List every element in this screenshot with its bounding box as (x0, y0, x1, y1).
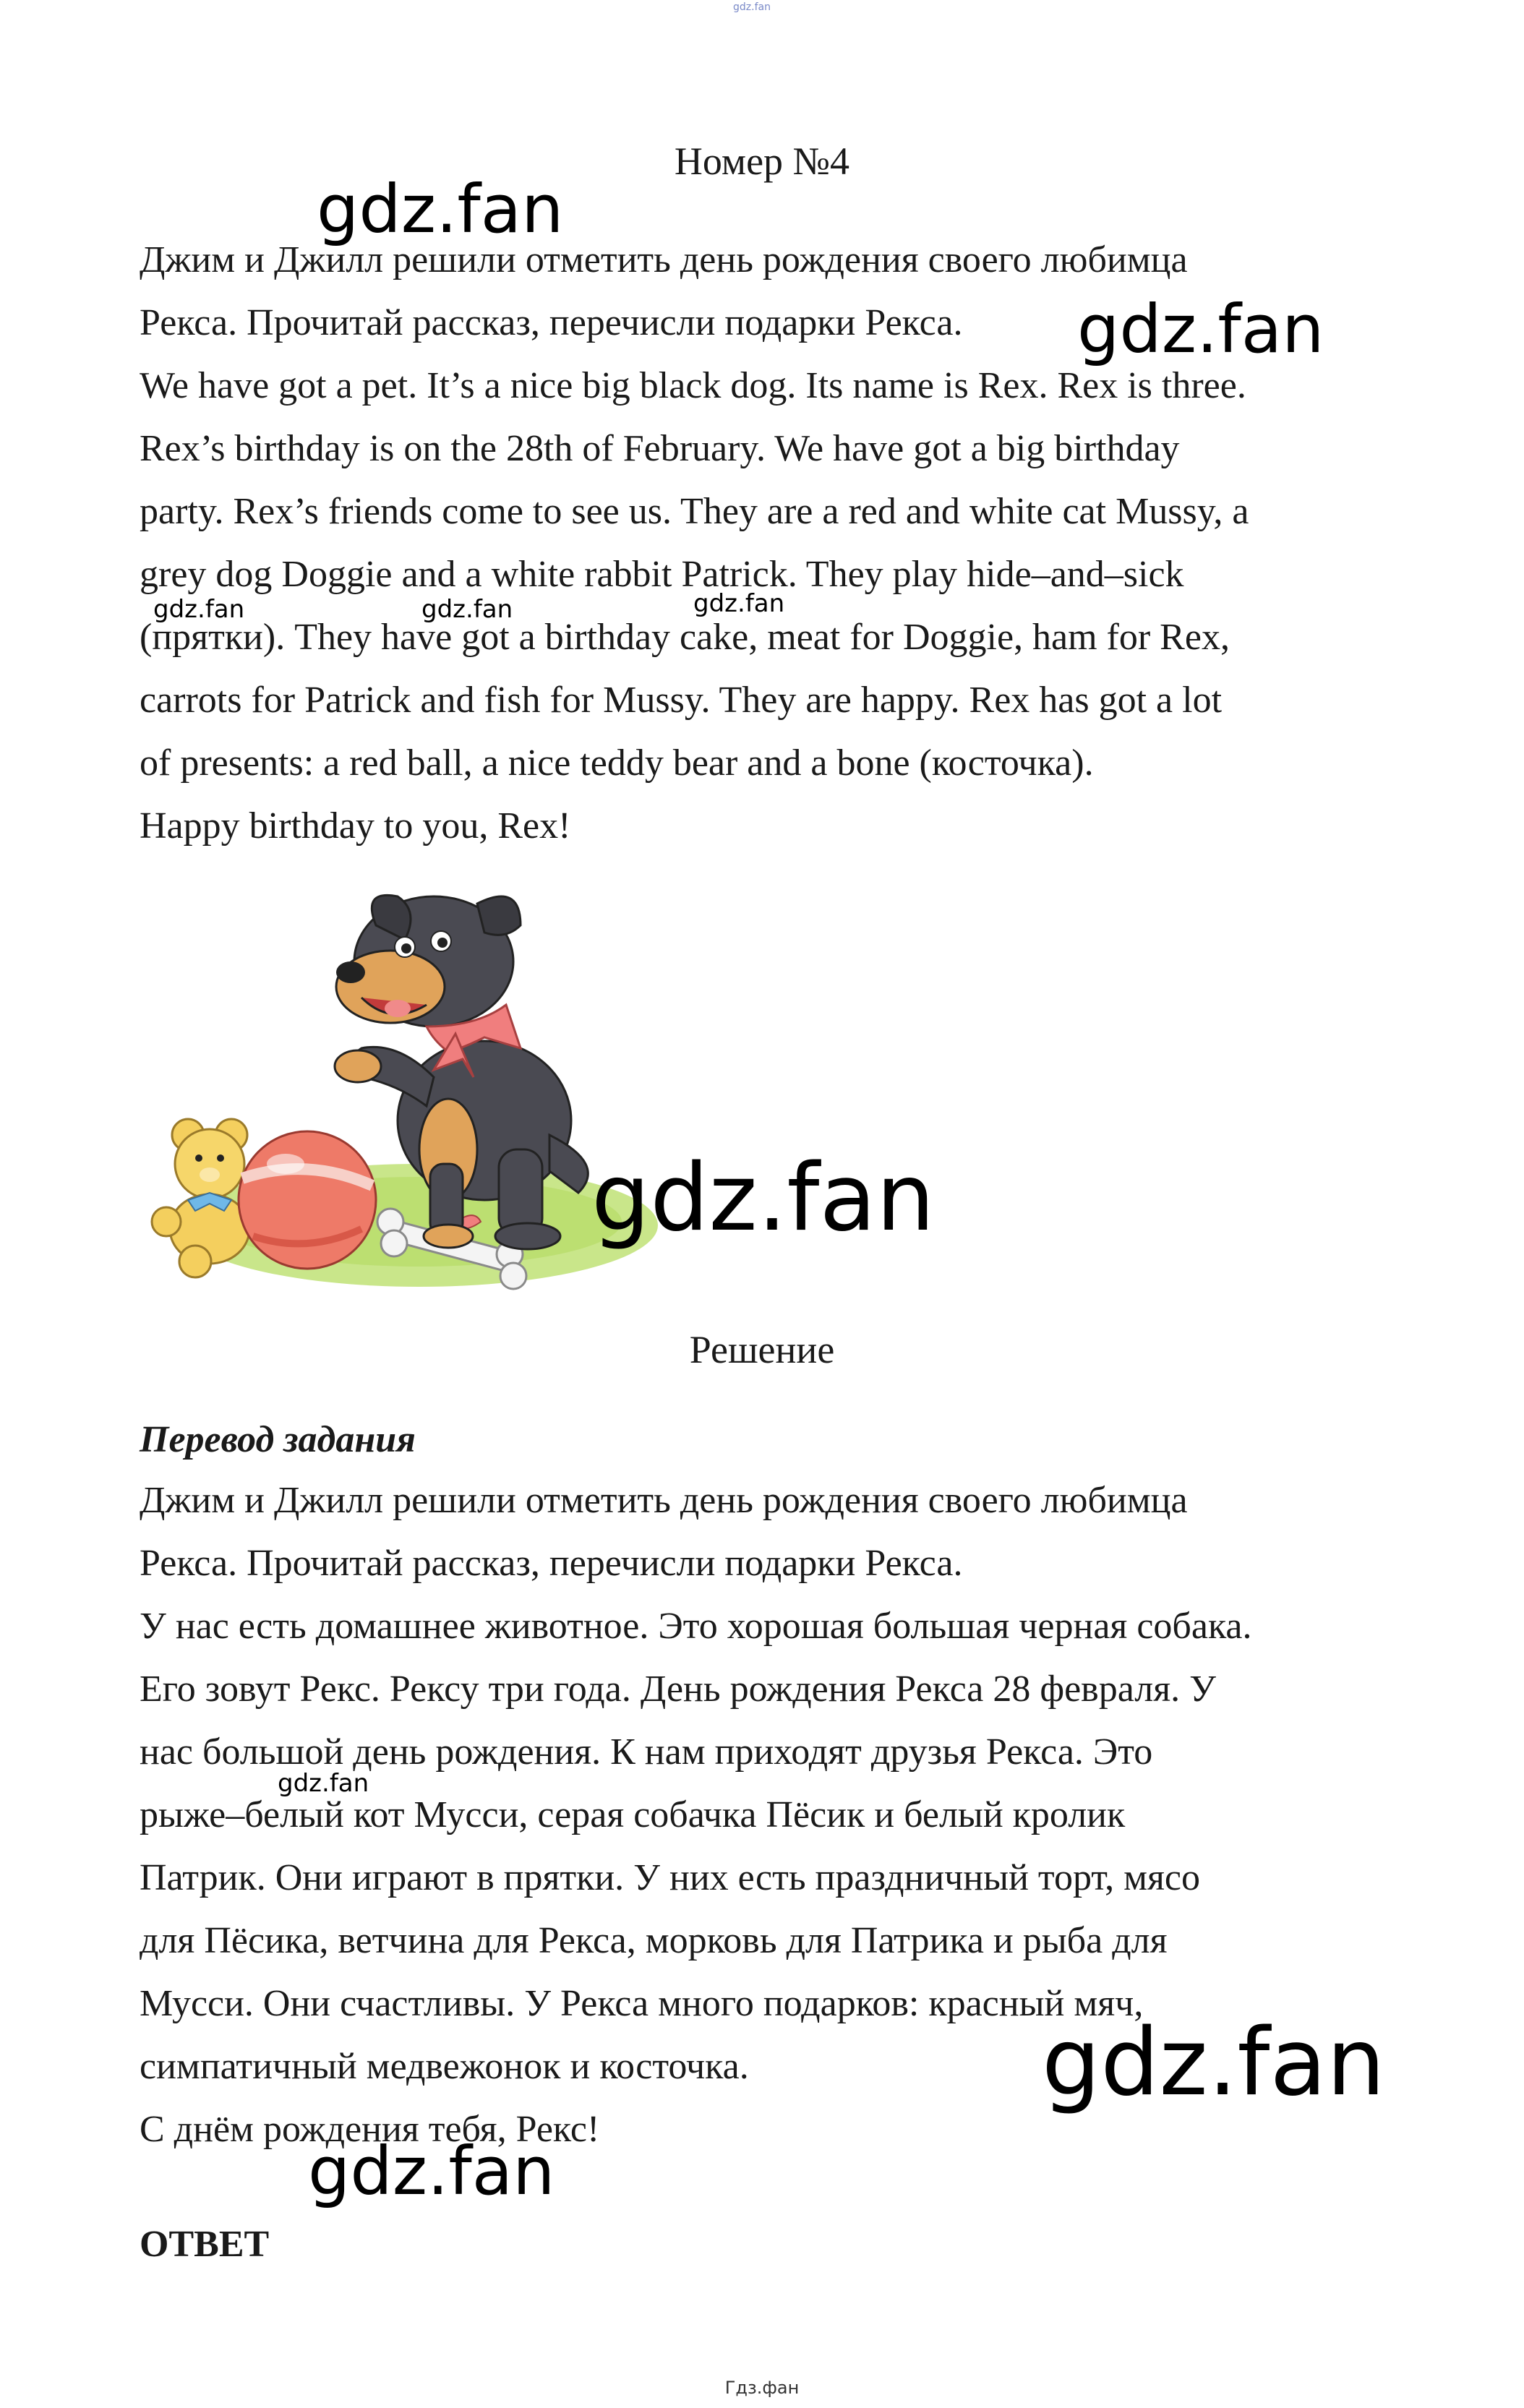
text-line: симпатичный медвежонок и косточка. (140, 2046, 749, 2087)
watermark: gdz.fan (1042, 2009, 1385, 2117)
text-line: of presents: a red ball, a nice teddy bear and a bone (косточка). (140, 742, 1094, 784)
red-ball (239, 1131, 376, 1269)
text-line: У нас есть домашнее животное. Это хорошая большая черная собака. (140, 1606, 1252, 1647)
watermark: gdz.fan (421, 595, 513, 624)
text-line: (прятки). They have got a birthday cake, meat for Doggie, ham for Rex, (140, 617, 1230, 658)
text-line: рыже–белый кот Мусси, серая собачка Пёсик и белый кролик (140, 1794, 1126, 1835)
text-line: Патрик. Они играют в прятки. У них есть праздничный торт, мясо (140, 1857, 1200, 1898)
watermark: gdz.fan (1077, 291, 1324, 368)
watermark: gdz.fan (153, 595, 245, 624)
text-line: Рекса. Прочитай рассказ, перечисли подарки Рекса. (140, 302, 963, 343)
text-line: Мусси. Они счастливы. У Рекса много подарков: красный мяч, (140, 1983, 1144, 2024)
text-line: Его зовут Рекс. Рексу три года. День рождения Рекса 28 февраля. У (140, 1668, 1216, 1710)
page-title: Номер №4 (674, 140, 850, 183)
text-line: We have got a pet. It’s a nice big black dog. Its name is Rex. Rex is three. (140, 365, 1246, 406)
text-line: Рекса. Прочитай рассказ, перечисли подарки Рекса. (140, 1543, 963, 1584)
watermark: gdz.fan (278, 1769, 369, 1798)
text-line: Джим и Джилл решили отметить день рождения своего любимца (140, 1480, 1188, 1521)
text-line: Джим и Джилл решили отметить день рождения своего любимца (140, 239, 1188, 280)
text-line: party. Rex’s friends come to see us. They are a red and white cat Mussy, a (140, 491, 1249, 532)
text-line: grey dog Doggie and a white rabbit Patrick. They play hide–and–sick (140, 554, 1184, 595)
story-text (140, 354, 1441, 857)
text-line: для Пёсика, ветчина для Рекса, морковь для Патрика и рыба для (140, 1920, 1168, 1961)
text-line: Rex’s birthday is on the 28th of February. We have got a big birthday (140, 428, 1180, 469)
solution-heading: Решение (689, 1328, 835, 1371)
footer-mark: Гдз.фан (724, 2378, 800, 2398)
watermark: gdz.fan (693, 589, 785, 618)
translation-heading: Перевод задания (140, 1419, 416, 1460)
text-line: carrots for Patrick and fish for Mussy. They are happy. Rex has got a lot (140, 680, 1223, 721)
dog-illustration (145, 860, 665, 1294)
watermark: gdz.fan (591, 1144, 935, 1252)
source-mark: gdz.fan (733, 1, 771, 13)
answer-label: ОТВЕТ (140, 2224, 270, 2265)
text-line: Happy birthday to you, Rex! (140, 805, 571, 847)
text-line: С днём рождения тебя, Рекс! (140, 2109, 600, 2150)
text-line: нас большой день рождения. К нам приходят друзья Рекса. Это (140, 1731, 1153, 1773)
watermark: gdz.fan (308, 2133, 555, 2210)
watermark: gdz.fan (317, 171, 564, 248)
